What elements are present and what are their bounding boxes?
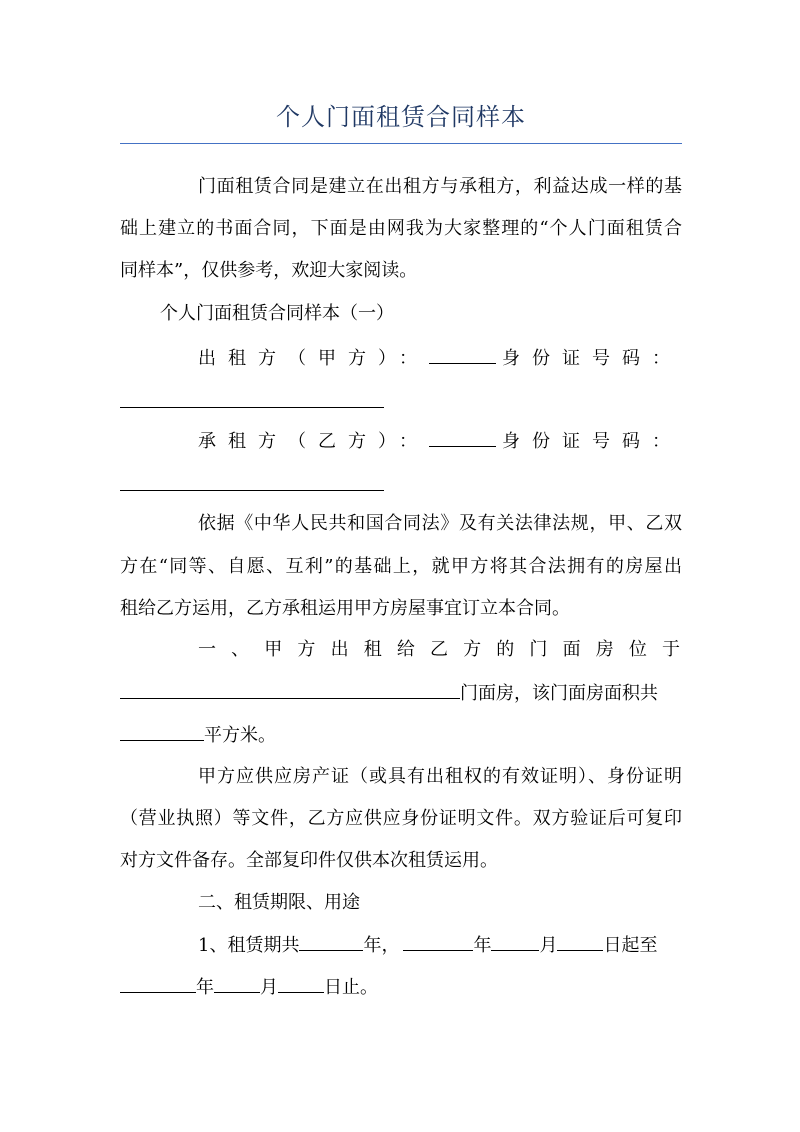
end-day-unit: 日止。	[324, 977, 378, 998]
end-year-unit: 年	[196, 977, 214, 998]
docs-line-1: 甲方应供应房产证（或具有出租权的有效证明）、身份证明	[198, 766, 682, 787]
clause-1-line-3	[120, 722, 682, 749]
term-years-blank	[299, 932, 363, 951]
lessee-label: 承租方（乙方）：	[198, 431, 429, 452]
clause-2-heading: 二、租赁期限、用途	[198, 892, 360, 913]
start-year-blank	[403, 932, 473, 951]
end-month-unit: 月	[260, 977, 278, 998]
term-label: 1、租赁期共	[198, 935, 300, 956]
lessor-row	[198, 345, 682, 372]
intro-line-2: 础上建立的书面合同，下面是由网我为大家整理的“个人门面租赁合	[120, 218, 682, 239]
title-underline	[120, 143, 682, 144]
sample-heading: 个人门面租赁合同样本（一）	[160, 303, 394, 324]
end-year-blank	[120, 974, 196, 993]
location-blank	[120, 680, 460, 699]
intro-line-3: 同样本”，仅供参考，欢迎大家阅读。	[120, 260, 418, 281]
basis-line-1: 依据《中华人民共和国合同法》及有关法律法规，甲、乙双	[198, 513, 682, 534]
end-month-blank	[214, 974, 260, 993]
area-unit: 平方米。	[204, 725, 276, 746]
docs-line-2: （营业执照）等文件，乙方应供应身份证明文件。双方验证后可复印	[120, 808, 682, 829]
intro-line-1: 门面租赁合同是建立在出租方与承租方，利益达成一样的基	[198, 176, 682, 197]
clause-1-area-text: 门面房，该门面房面积共	[460, 683, 658, 704]
lessor-label: 出租方（甲方）：	[198, 348, 429, 369]
term-years-unit: 年，	[363, 935, 400, 956]
basis-line-3: 租给乙方运用，乙方承租运用甲方房屋事宜订立本合同。	[120, 598, 570, 619]
lessor-id-label: 身份证号码：	[502, 348, 682, 369]
lessee-id-label: 身份证号码：	[502, 431, 682, 452]
lessee-row	[198, 428, 682, 455]
lessee-name-blank	[429, 428, 496, 447]
lessor-name-blank	[429, 345, 496, 364]
lessee-id-blank	[120, 472, 384, 491]
term-line-2	[120, 974, 682, 1001]
clause-1-line-2	[120, 680, 682, 707]
lessor-id-blank-row	[120, 388, 682, 414]
term-line-1	[198, 932, 682, 959]
start-year-unit: 年	[473, 935, 492, 956]
lessee-id-blank-row	[120, 471, 682, 497]
start-day-unit: 日起至	[603, 935, 658, 956]
basis-line-2: 方在“同等、自愿、互利”的基础上，就甲方将其合法拥有的房屋出	[120, 556, 682, 577]
start-month-blank	[491, 932, 539, 951]
clause-1-line-1: 一、甲方出租给乙方的门面房位于	[198, 639, 682, 660]
end-day-blank	[278, 974, 324, 993]
document-title: 个人门面租赁合同样本	[276, 103, 526, 131]
start-month-unit: 月	[539, 935, 558, 956]
docs-line-3: 对方文件备存。全部复印件仅供本次租赁运用。	[120, 850, 498, 871]
start-day-blank	[557, 932, 603, 951]
lessor-id-blank	[120, 389, 384, 408]
area-blank	[120, 722, 204, 741]
